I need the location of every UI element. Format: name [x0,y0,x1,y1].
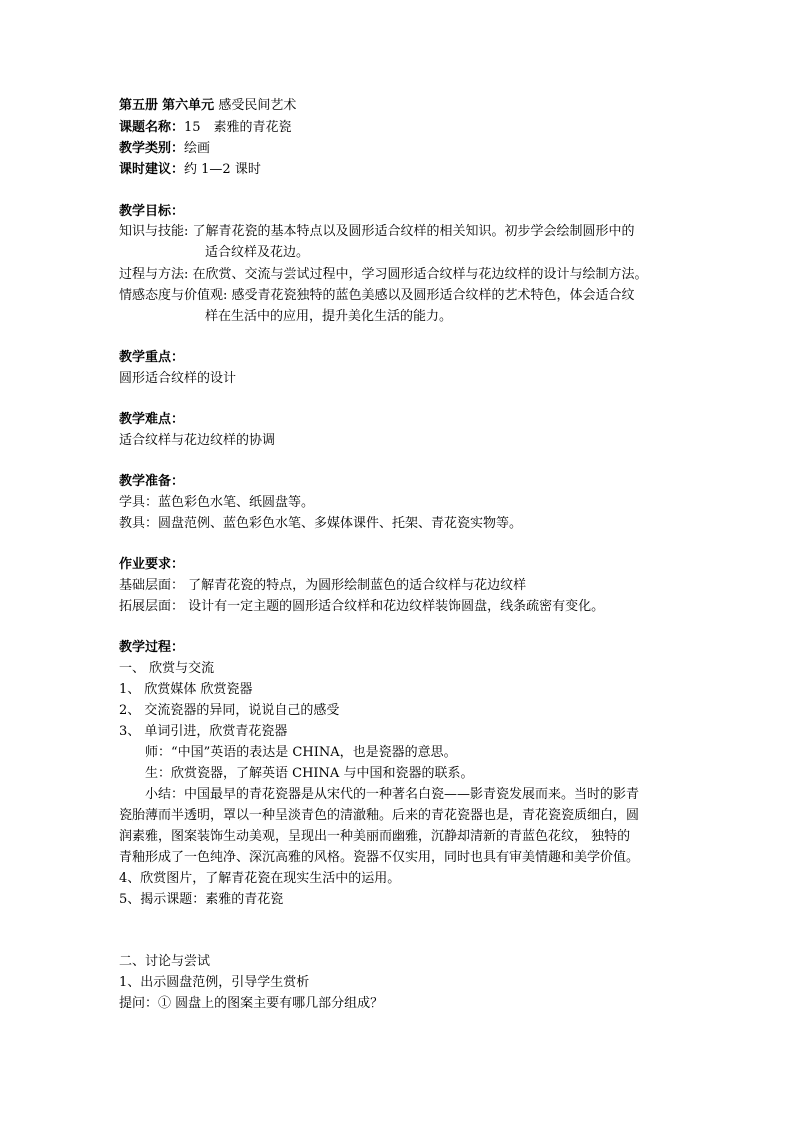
process-step2: 2、 交流瓷器的异同，说说自己的感受 [119,703,340,718]
preparation-student: 学具：蓝色彩色水笔、纸圆盘等。 [119,495,315,510]
homework-extended: 拓展层面： 设计有一定主题的圆形适合纹样和花边纹样装饰圆盘，线条疏密有变化。 [119,599,605,614]
question-line: 提问：① 圆盘上的图案主要有哪几部分组成？ [119,996,384,1011]
process-step1: 1、 欣赏媒体 欣赏瓷器 [119,682,253,697]
teacher-line: 师：“中国”英语的表达是 CHINA，也是瓷器的意思。 [145,745,457,760]
unit-label: 第六单元 [162,98,215,113]
lesson-name-row [119,118,292,138]
hours-row [119,160,261,180]
key-point-text: 圆形适合纹样的设计 [119,371,237,386]
homework-heading: 作业要求： [119,557,185,572]
summary-line4: 青釉形成了一色纯净、深沉高雅的风格。瓷器不仅实用，同时也具有审美情趣和美学价值。 [119,850,640,865]
homework-basic: 基础层面： 了解青花瓷的特点，为圆形绘制蓝色的适合纹样与花边纹样 [119,578,527,593]
student-line: 生：欣赏瓷器，了解英语 CHINA 与中国和瓷器的联系。 [145,766,474,781]
objective-emotion-line2: 样在生活中的应用，提升美化生活的能力。 [205,309,453,324]
objective-knowledge-line1: 知识与技能: 了解青花瓷的基本特点以及圆形适合纹样的相关知识。初步学会绘制圆形中的 [119,224,635,239]
preparation-teacher: 教具：圆盘范例、蓝色彩色水笔、多媒体课件、托架、青花瓷实物等。 [119,516,523,531]
category-row [119,139,210,159]
summary-line2: 瓷胎薄而半透明，罩以一种呈淡青色的清澈釉。后来的青花瓷器也是，青花瓷瓷质细白，圆 [119,808,640,823]
process-heading: 教学过程： [119,640,185,655]
key-point-heading: 教学重点： [119,350,185,365]
process-step3: 3、 单词引进，欣赏青花瓷器 [119,724,288,739]
unit-heading [119,96,296,116]
objective-process: 过程与方法: 在欣赏、交流与尝试过程中，学习圆形适合纹样与花边纹样的设计与绘制方法。 [119,267,648,282]
part1-title: 一、 欣赏与交流 [119,661,215,676]
volume-label: 第五册 [119,98,159,113]
process-step4: 4、欣赏图片，了解青花瓷在现实生活中的运用。 [119,871,401,886]
hours-value: 约 1—2 课时 [184,162,261,177]
process-step5: 5、揭示课题：素雅的青花瓷 [119,892,284,907]
objective-emotion-line1: 情感态度与价值观: 感受青花瓷独特的蓝色美感以及圆形适合纹样的艺术特色，体会适合纹 [119,288,635,303]
objective-knowledge-line2: 适合纹样及花边。 [205,245,310,260]
difficulty-heading: 教学难点： [119,412,185,427]
part2-title: 二、讨论与尝试 [119,954,211,969]
category-label: 教学类别： [119,141,185,156]
summary-line3: 润素雅，图案装饰生动美观，呈现出一种美丽而幽雅，沉静却清新的青蓝色花纹， 独特的 [119,829,631,844]
lesson-name-label: 课题名称： [119,120,185,135]
lesson-name-value: 15 素雅的青花瓷 [184,120,292,135]
hours-label: 课时建议： [119,162,185,177]
part2-step1: 1、出示圆盘范例，引导学生赏析 [119,975,310,990]
category-value: 绘画 [184,141,211,156]
difficulty-text: 适合纹样与花边纹样的协调 [119,433,276,448]
unit-title: 感受民间艺术 [218,98,297,113]
preparation-heading: 教学准备： [119,474,185,489]
objectives-heading: 教学目标： [119,204,185,219]
summary-line1: 小结：中国最早的青花瓷器是从宋代的一种著名白瓷——影青瓷发展而来。当时的影青 [145,787,640,802]
